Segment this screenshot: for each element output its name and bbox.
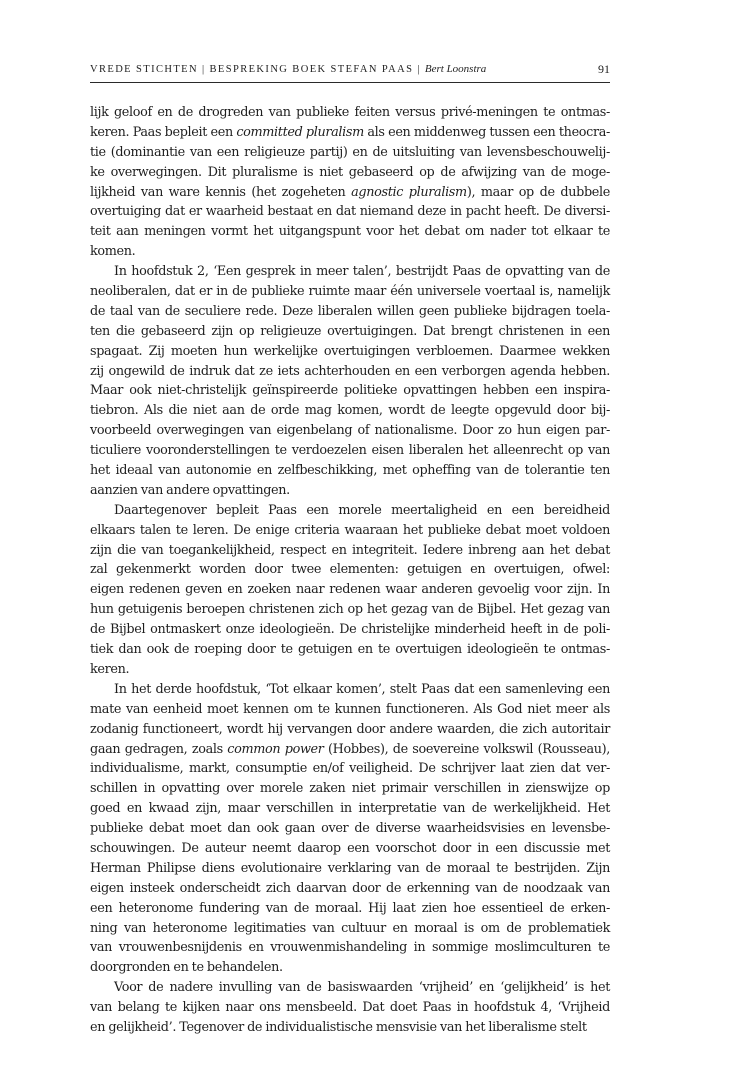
text-line: keren. <box>90 661 130 677</box>
text-line: goed en kwaad zijn, maar verschillen in interpretatie van de werkelijkheid. Het <box>90 801 610 817</box>
running-head <box>90 63 610 81</box>
italic-term: committed pluralism <box>236 124 364 140</box>
text-line: gaan gedragen, zoals common power (Hobbes), de soevereine volkswil (Rousseau), <box>90 741 611 757</box>
text-line: doorgronden en te behandelen. <box>90 960 283 976</box>
text-line: een heteronome fundering van de moraal. Hij laat zien hoe essentieel de erken- <box>90 900 610 916</box>
text-line: tie (dominantie van een religieuze partij) en de uitsluiting van levensbeschouwelij- <box>90 144 610 160</box>
text-line: aanzien van andere opvattingen. <box>90 482 290 498</box>
text-line: en gelijkheid’. Tegenover de individualistische mensvisie van het liberalisme stelt <box>90 1019 587 1035</box>
text-line: In het derde hoofdstuk, ‘Tot elkaar komen’, stelt Paas dat een samenleving een <box>114 681 610 697</box>
text-line: In hoofdstuk 2, ‘Een gesprek in meer talen’, bestrijdt Paas de opvatting van de <box>114 264 610 280</box>
text-line: het ideaal van autonomie en zelfbeschikking, met opheffing van de tolerantie ten <box>90 463 610 479</box>
text-line: lijkheid van ware kennis (het zogeheten agnostic pluralism), maar op de dubbele <box>90 184 610 200</box>
paragraph <box>90 262 610 501</box>
text-line: ke overwegingen. Dit pluralisme is niet gebaseerd op de afwijzing van de moge- <box>90 164 610 180</box>
text-line: tiek dan ook de roeping door te getuigen en te overtuigen ideologieën te ontmas- <box>90 642 610 658</box>
text-line: teit aan meningen vormt het uitgangspunt voor het debat om nader tot elkaar te <box>90 224 610 240</box>
running-head-title: VREDE STICHTEN | BESPREKING BOEK STEFAN PAAS | <box>90 64 425 75</box>
text-line: hun getuigenis beroepen christenen zich op het gezag van de Bijbel. Het gezag van <box>90 602 610 618</box>
text-line: overtuiging dat er waarheid bestaat en dat niemand deze in pacht heeft. De diversi- <box>90 204 610 220</box>
italic-term: common power <box>227 741 324 757</box>
text-line: de Bijbel ontmaskert onze ideologieën. De christelijke minderheid heeft in de poli- <box>90 622 610 638</box>
paragraph <box>90 680 610 978</box>
text-line: zij ongewild de indruk dat ze iets achterhouden en een verborgen agenda hebben. <box>90 363 610 379</box>
text-line: spagaat. Zij moeten hun werkelijke overtuigingen verbloemen. Daarmee wekken <box>90 343 610 359</box>
text-line: elkaars talen te leren. De enige criteria waaraan het publieke debat moet voldoen <box>90 522 610 538</box>
text-line: mate van eenheid moet kennen om te kunnen functioneren. Als God niet meer als <box>90 701 610 717</box>
text-line: lijk geloof en de drogreden van publieke feiten versus privé-meningen te ontmas- <box>90 105 610 120</box>
header-rule <box>90 82 610 83</box>
text-line: schillen in opvatting over morele zaken niet primair verschillen in zienswijze op <box>90 781 610 797</box>
paragraph <box>90 501 610 680</box>
running-head-author: Bert Loonstra <box>424 63 487 75</box>
text-line: zal gekenmerkt worden door twee elementen: getuigen en overtuigen, ofwel: <box>90 562 610 578</box>
text-line: van belang te kijken naar ons mensbeeld. Dat doet Paas in hoofdstuk 4, ‘Vrijheid <box>90 1000 610 1016</box>
text-line: eigen insteek onderscheidt zich daarvan door de erkenning van de noodzaak van <box>90 880 610 896</box>
text-line: neoliberalen, dat er in de publieke ruimte maar één universele voertaal is, namelijk <box>90 284 610 300</box>
text-line: de taal van de seculiere rede. Deze liberalen willen geen publieke bijdragen toela- <box>90 303 610 319</box>
text-line: zodanig functioneert, wordt hij vervangen door andere waarden, die zich autoritair <box>90 721 610 737</box>
text-line: Voor de nadere invulling van de basiswaarden ‘vrijheid’ en ‘gelijkheid’ is het <box>114 980 610 996</box>
text-line: Daartegenover bepleit Paas een morele meertaligheid en een bereidheid <box>114 502 610 518</box>
text-line: individualisme, markt, consumptie en/of veiligheid. De schrijver laat zien dat ver- <box>90 761 610 777</box>
italic-term: agnostic pluralism <box>351 184 467 200</box>
page-number: 91 <box>598 62 610 76</box>
text-line: eigen redenen geven en zoeken naar redenen waar anderen gevoelig voor zijn. In <box>90 582 610 598</box>
text-line: voorbeeld overwegingen van eigenbelang of nationalisme. Door zo hun eigen par- <box>90 423 610 439</box>
text-line: van vrouwenbesnijdenis en vrouwenmishandeling in sommige moslimculturen te <box>90 940 610 956</box>
text-line: tiebron. Als die niet aan de orde mag komen, wordt de leegte opgevuld door bij- <box>90 403 610 419</box>
text-line: ten die gebaseerd zijn op religieuze overtuigingen. Dat brengt christenen in een <box>90 323 610 339</box>
text-line: Herman Philipse diens evolutionaire verklaring van de moraal te bestrijden. Zijn <box>90 860 610 876</box>
text-line: ticuliere vooronderstellingen te verdoezelen eisen liberalen het alleenrecht op van <box>90 443 610 459</box>
text-line: ning van heteronome legitimaties van cultuur en moraal is om de problematiek <box>90 920 610 936</box>
paragraph <box>90 978 610 1038</box>
text-line: keren. Paas bepleit een committed pluralism als een middenweg tussen een theocra- <box>90 124 610 140</box>
paragraph <box>90 103 610 262</box>
text-line: komen. <box>90 244 136 260</box>
text-line: publieke debat moet dan ook gaan over de diverse waarheidsvisies en levensbe- <box>90 821 610 837</box>
text-line: Maar ook niet-christelijk geïnspireerde politieke opvattingen hebben een inspira- <box>90 383 610 399</box>
text-line: zijn die van toegankelijkheid, respect en integriteit. Iedere inbreng aan het debat <box>90 542 610 558</box>
text-line: schouwingen. De auteur neemt daarop een voorschot door in een discussie met <box>90 840 610 856</box>
body-text <box>90 103 610 1038</box>
